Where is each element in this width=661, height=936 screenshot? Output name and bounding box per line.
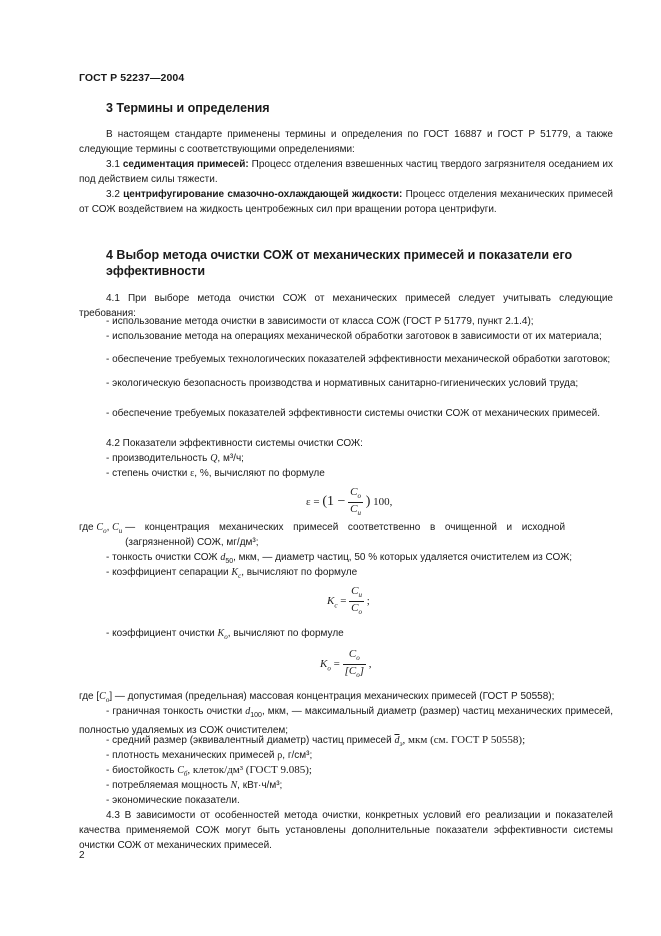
para-4-2: 4.2 Показатели эффективности системы очистки СОЖ:	[106, 438, 363, 449]
indicator-fineness: - тонкость очистки СОЖ $d_{50}$, мкм, — диаметр частиц, 50 % которых удаляется очистителем из СОЖ;	[106, 552, 573, 565]
term-3-1-term: седиментация примесей:	[122, 159, 249, 170]
requirement-4: - экологическую безопасность производства и нормативных санитарно-гигиенических условий труда;	[106, 378, 579, 389]
document-header: ГОСТ Р 52237—2004	[79, 72, 185, 84]
term-3-1	[79, 157, 613, 187]
term-3-2	[79, 187, 613, 217]
para-4-3: 4.3 В зависимости от особенностей метода очистки, конкретных условий его реализации и показателей качества применяемой СОЖ могут быть установлены дополнительные показатели эффективности системы очистки СОЖ от механических примесей.	[79, 810, 613, 851]
section-3-title: 3 Термины и определения	[106, 101, 270, 115]
fraction-co-ci: $\frac{C_о}{C_и}$	[350, 486, 361, 518]
requirement-1: - использование метода очистки в зависимости от класса СОЖ (ГОСТ Р 51779, пункт 2.1.4);	[106, 316, 534, 327]
formula-kc: $K_с$ = $\frac{C_и}{C_о}$ ;	[327, 585, 370, 617]
term-3-1-definition: Процесс отделения взвешенных частиц твердого загрязнителя оседанием их под действием силы тяжести.	[79, 159, 614, 185]
indicator-productivity: - производительность Q, м³/ч;	[106, 453, 244, 464]
page-number: 2	[79, 850, 85, 861]
requirement-2: - использование метода на операциях механической обработки заготовок в зависимости от их материала;	[106, 331, 602, 342]
indicator-power: - потребляемая мощность N, кВт·ч/м³;	[106, 780, 283, 791]
term-3-2-number: 3.2	[106, 189, 120, 200]
symbol-epsilon: ε	[190, 468, 195, 479]
para-4-1: 4.1 При выборе метода очистки СОЖ от механических примесей следует учитывать следующие требования:	[79, 293, 613, 319]
term-3-1-number: 3.1	[106, 159, 120, 170]
fraction-ci-co: $\frac{C_и}{C_о}$	[351, 585, 363, 617]
section-4-title: 4 Выбор метода очистки СОЖ от механических примесей и показатели его эффективности	[106, 248, 573, 278]
requirement-5: - обеспечение требуемых показателей эффективности системы очистки СОЖ от механических примесей.	[106, 408, 601, 419]
formula-epsilon: ε = (1 − $\frac{C_о}{C_и}$ ) 100,	[306, 486, 393, 518]
indicator-economic: - экономические показатели.	[106, 795, 240, 806]
term-3-2-term: центрифугирование смазочно-охлаждающей жидкости:	[123, 189, 403, 200]
indicator-density: - плотность механических примесей ρ, г/см³;	[106, 750, 313, 761]
term-3-2-definition: Процесс отделения механических примесей от СОЖ воздействием на жидкость центробежных сил при вращении ротора центрифуги.	[79, 189, 614, 215]
formula-ko: $K_о$ = $\frac{C_о}{[C_о]}$ ,	[320, 648, 372, 680]
fraction-co-cadm: $\frac{C_о}{[C_о]}$	[344, 648, 364, 680]
indicator-biostability: - биостойкость $C_б$, клеток/дм³ (ГОСТ 9.085);	[106, 764, 312, 778]
indicator-mean-particle-size: - средний размер (эквивалентный диаметр) частиц примесей $\overline{d}_э$, мкм (см. ГОСТ Р 50558);	[106, 734, 526, 748]
indicator-separation-coefficient: - коэффициент сепарации $K_с$, вычисляют по формуле	[106, 567, 358, 580]
requirement-3: - обеспечение требуемых технологических показателей эффективности механической обработки заготовок;	[106, 354, 611, 365]
symbol-q: Q	[210, 453, 218, 464]
indicator-cleaning-coefficient: - коэффициент очистки $K_о$, вычисляют по формуле	[106, 628, 344, 641]
indicator-boundary-fineness: - граничная тонкость очистки $d_{100}$, мкм, — максимальный диаметр (размер) частиц механических примесей, полностью удаляемых из СОЖ очистителем;	[79, 706, 614, 736]
section-3-intro: В настоящем стандарте применены термины и определения по ГОСТ 16887 и ГОСТ Р 51779, а также следующие термины с соответствующими определениями:	[79, 129, 613, 155]
where-allowed-concentration: где $[C_о]$ — допустимая (предельная) массовая концентрация механических примесей (ГОСТ Р 50558);	[79, 691, 555, 704]
where-concentration: где $C_о$, $C_и$ — концентрация механических примесей соответственно в очищенной и исходной (загрязненной) СОЖ, мг/дм³;	[79, 522, 566, 548]
indicator-cleaning-degree: - степень очистки ε, %, вычисляют по формуле	[106, 468, 325, 479]
